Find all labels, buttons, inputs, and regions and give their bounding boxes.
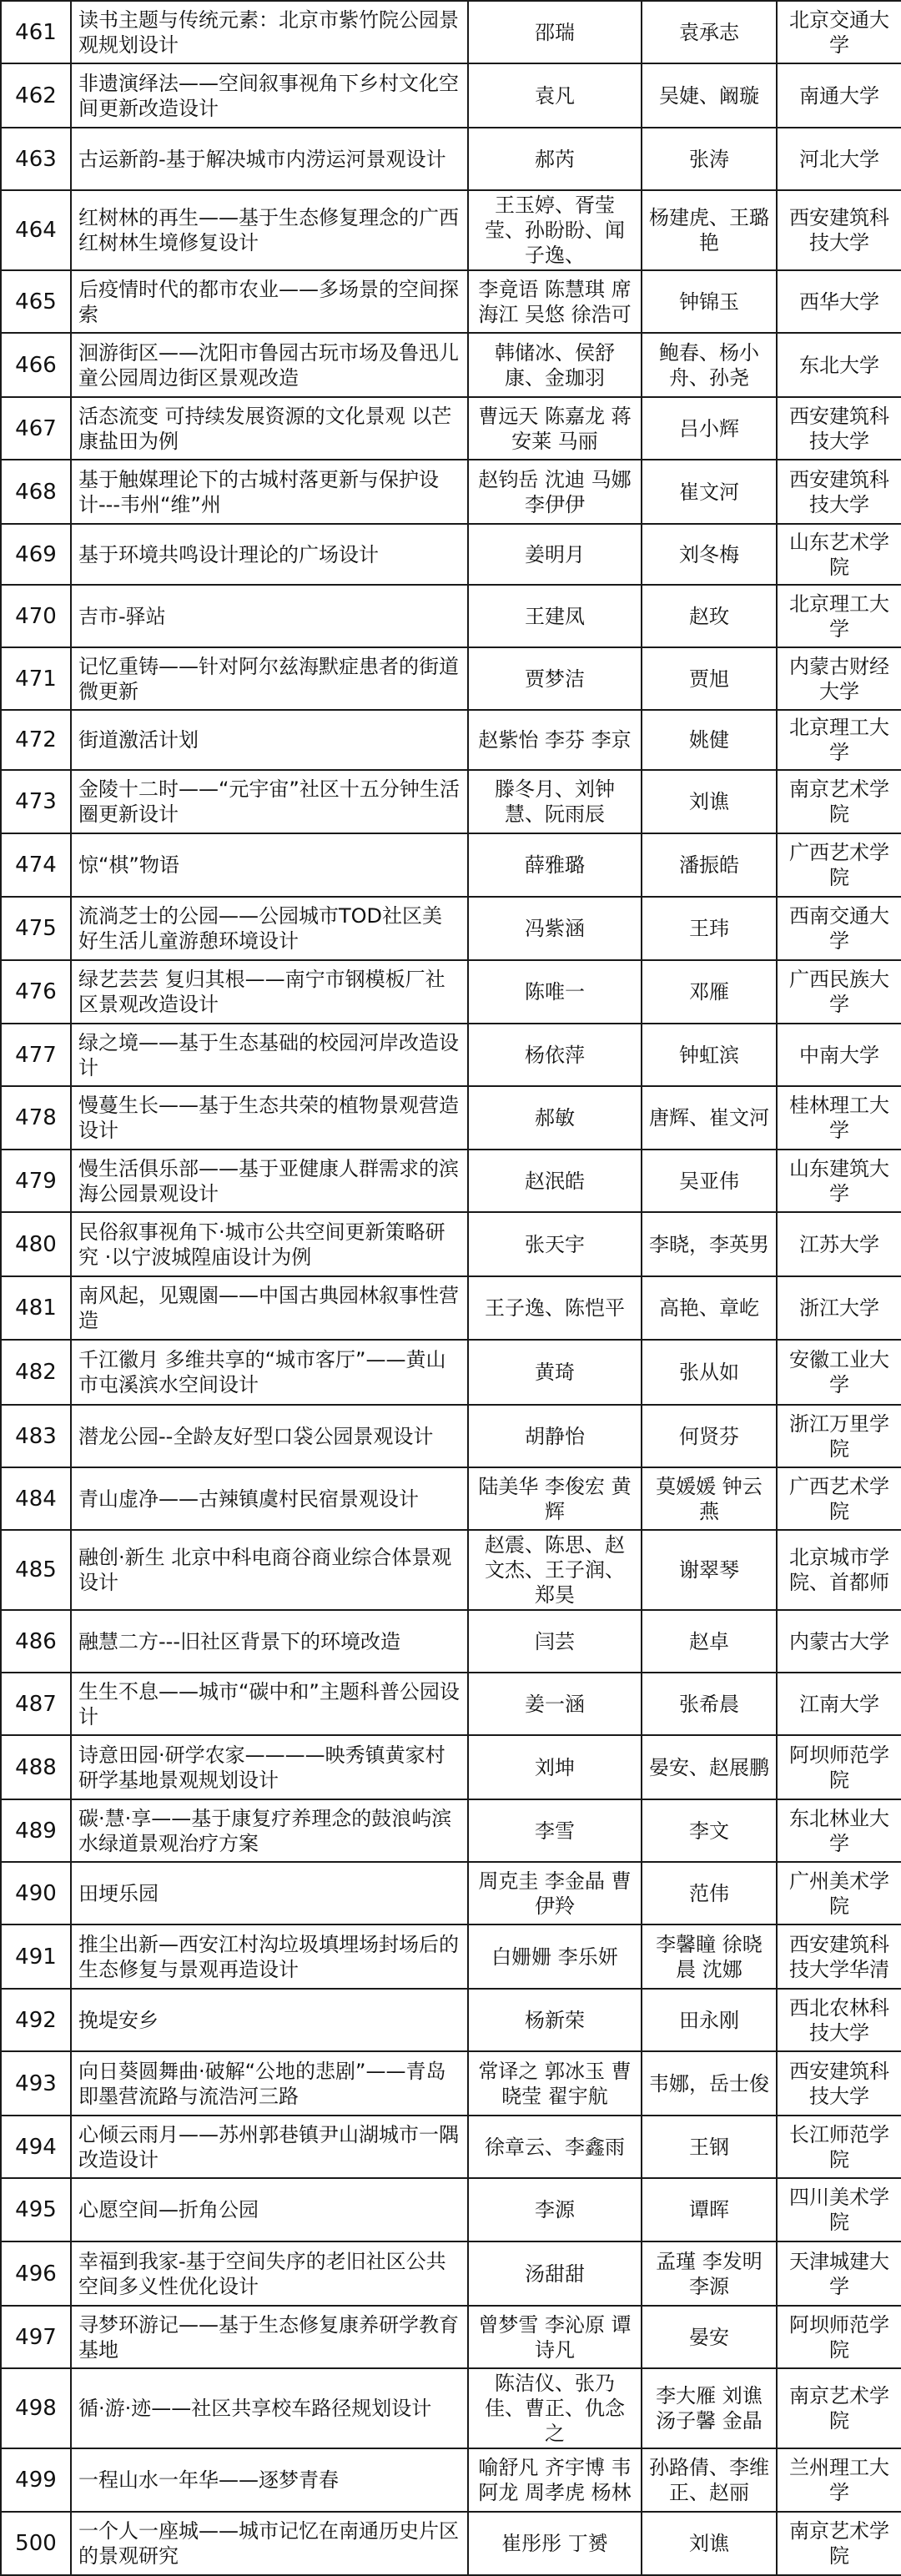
cell-advisors: 邓雁 xyxy=(642,960,777,1024)
table-row xyxy=(1,1150,901,1212)
table-row xyxy=(1,833,901,897)
cell-project-title: 青山虚净——古辣镇虞村民宿景观设计 xyxy=(71,1467,468,1530)
cell-number: 475 xyxy=(1,897,71,960)
table-row xyxy=(1,1405,901,1467)
cell-students: 王建凤 xyxy=(468,585,642,647)
cell-number: 473 xyxy=(1,770,71,833)
cell-advisors: 唐辉、崔文河 xyxy=(642,1086,777,1150)
cell-number: 465 xyxy=(1,270,71,333)
cell-advisors: 张希晨 xyxy=(642,1673,777,1735)
cell-students: 李雪 xyxy=(468,1799,642,1862)
cell-advisors: 何贤芬 xyxy=(642,1405,777,1467)
table-row xyxy=(1,770,901,833)
cell-students: 胡静怡 xyxy=(468,1405,642,1467)
cell-school: 天津城建大学 xyxy=(777,2241,901,2306)
table-row xyxy=(1,2512,901,2575)
cell-students: 黄琦 xyxy=(468,1340,642,1405)
cell-students: 郝敏 xyxy=(468,1086,642,1150)
cell-advisors: 赵卓 xyxy=(642,1610,777,1673)
cell-students: 张天宇 xyxy=(468,1212,642,1276)
cell-number: 495 xyxy=(1,2178,71,2241)
cell-project-title: 洄游街区——沈阳市鲁园古玩市场及鲁迅儿童公园周边街区景观改造 xyxy=(71,333,468,397)
cell-advisors: 刘谯 xyxy=(642,770,777,833)
cell-project-title: 融创·新生 北京中科电商谷商业综合体景观设计 xyxy=(71,1530,468,1610)
cell-project-title: 活态流变 可持续发展资源的文化景观 以芒康盐田为例 xyxy=(71,397,468,460)
table-row xyxy=(1,1086,901,1150)
cell-project-title: 诗意田园·研学农家————映秀镇黄家村研学基地景观规划设计 xyxy=(71,1735,468,1799)
cell-number: 464 xyxy=(1,190,71,270)
cell-number: 483 xyxy=(1,1405,71,1467)
table-row xyxy=(1,1212,901,1276)
cell-students: 赵钧岳 沈迪 马娜 李伊伊 xyxy=(468,460,642,524)
cell-students: 曹远天 陈嘉龙 蒋安莱 马丽 xyxy=(468,397,642,460)
cell-students: 喻舒凡 齐宇博 韦阿龙 周孝虎 杨林 xyxy=(468,2448,642,2512)
cell-school: 西南交通大学 xyxy=(777,897,901,960)
cell-advisors: 晏安 xyxy=(642,2306,777,2368)
cell-students: 赵紫怡 李芬 李京 xyxy=(468,710,642,770)
cell-advisors: 谭晖 xyxy=(642,2178,777,2241)
cell-project-title: 记忆重铸——针对阿尔兹海默症患者的街道微更新 xyxy=(71,647,468,710)
cell-students: 薛雅璐 xyxy=(468,833,642,897)
cell-number: 481 xyxy=(1,1276,71,1340)
cell-project-title: 基于环境共鸣设计理论的广场设计 xyxy=(71,524,468,585)
cell-school: 东北大学 xyxy=(777,333,901,397)
cell-advisors: 韦娜，岳士俊 xyxy=(642,2051,777,2116)
cell-project-title: 非遗演绎法——空间叙事视角下乡村文化空间更新改造设计 xyxy=(71,63,468,128)
cell-school: 阿坝师范学院 xyxy=(777,1735,901,1799)
cell-students: 曾梦雪 李沁原 谭诗凡 xyxy=(468,2306,642,2368)
cell-project-title: 千江徽月 多维共享的“城市客厅”——黄山市屯溪滨水空间设计 xyxy=(71,1340,468,1405)
cell-school: 浙江万里学院 xyxy=(777,1405,901,1467)
cell-advisors: 孙路倩、李维正、赵丽 xyxy=(642,2448,777,2512)
cell-number: 496 xyxy=(1,2241,71,2306)
cell-project-title: 田埂乐园 xyxy=(71,1862,468,1924)
cell-students: 李源 xyxy=(468,2178,642,2241)
table-row xyxy=(1,710,901,770)
cell-number: 469 xyxy=(1,524,71,585)
cell-school: 北京交通大学 xyxy=(777,1,901,63)
table-row xyxy=(1,897,901,960)
cell-school: 西华大学 xyxy=(777,270,901,333)
cell-project-title: 寻梦环游记——基于生态修复康养研学教育基地 xyxy=(71,2306,468,2368)
table-row xyxy=(1,647,901,710)
cell-advisors: 杨建虎、王璐艳 xyxy=(642,190,777,270)
cell-school: 北京理工大学 xyxy=(777,585,901,647)
cell-number: 487 xyxy=(1,1673,71,1735)
cell-students: 白姗姗 李乐妍 xyxy=(468,1924,642,1989)
cell-project-title: 心愿空间—折角公园 xyxy=(71,2178,468,2241)
table-row xyxy=(1,1735,901,1799)
cell-number: 471 xyxy=(1,647,71,710)
cell-students: 徐章云、李鑫雨 xyxy=(468,2116,642,2178)
cell-project-title: 心倾云雨月——苏州郭巷镇尹山湖城市一隅改造设计 xyxy=(71,2116,468,2178)
cell-school: 内蒙古大学 xyxy=(777,1610,901,1673)
cell-school: 东北林业大学 xyxy=(777,1799,901,1862)
cell-students: 王子逸、陈恺平 xyxy=(468,1276,642,1340)
cell-advisors: 李馨瞳 徐晓晨 沈娜 xyxy=(642,1924,777,1989)
cell-project-title: 慢生活俱乐部——基于亚健康人群需求的滨海公园景观设计 xyxy=(71,1150,468,1212)
cell-number: 479 xyxy=(1,1150,71,1212)
cell-school: 四川美术学院 xyxy=(777,2178,901,2241)
cell-students: 王玉婷、胥莹莹、孙盼盼、闻子逸、 xyxy=(468,190,642,270)
cell-number: 472 xyxy=(1,710,71,770)
cell-school: 阿坝师范学院 xyxy=(777,2306,901,2368)
table-row xyxy=(1,1467,901,1530)
cell-advisors: 田永刚 xyxy=(642,1989,777,2051)
cell-students: 姜一涵 xyxy=(468,1673,642,1735)
cell-number: 461 xyxy=(1,1,71,63)
cell-advisors: 高艳、章屹 xyxy=(642,1276,777,1340)
cell-project-title: 惊“棋”物语 xyxy=(71,833,468,897)
cell-project-title: 一个人一座城——城市记忆在南通历史片区的景观研究 xyxy=(71,2512,468,2575)
cell-number: 463 xyxy=(1,128,71,190)
cell-school: 河北大学 xyxy=(777,128,901,190)
cell-project-title: 后疫情时代的都市农业——多场景的空间探索 xyxy=(71,270,468,333)
cell-advisors: 王玮 xyxy=(642,897,777,960)
cell-students: 郝芮 xyxy=(468,128,642,190)
cell-school: 山东建筑大学 xyxy=(777,1150,901,1212)
cell-advisors: 潘振皓 xyxy=(642,833,777,897)
cell-project-title: 幸福到我家-基于空间失序的老旧社区公共空间多义性优化设计 xyxy=(71,2241,468,2306)
cell-number: 486 xyxy=(1,1610,71,1673)
cell-advisors: 李大雁 刘谯 汤子馨 金晶 xyxy=(642,2368,777,2448)
table-row xyxy=(1,2051,901,2116)
cell-advisors: 谢翠琴 xyxy=(642,1530,777,1610)
cell-school: 北京理工大学 xyxy=(777,710,901,770)
cell-advisors: 李晓，李英男 xyxy=(642,1212,777,1276)
cell-school: 江南大学 xyxy=(777,1673,901,1735)
cell-students: 崔彤彤 丁赟 xyxy=(468,2512,642,2575)
cell-number: 468 xyxy=(1,460,71,524)
cell-students: 邵瑞 xyxy=(468,1,642,63)
cell-project-title: 循·游·迹——社区共享校车路径规划设计 xyxy=(71,2368,468,2448)
cell-advisors: 钟虹滨 xyxy=(642,1024,777,1086)
cell-project-title: 红树林的再生——基于生态修复理念的广西红树林生境修复设计 xyxy=(71,190,468,270)
cell-school: 中南大学 xyxy=(777,1024,901,1086)
cell-school: 西北农林科技大学 xyxy=(777,1989,901,2051)
cell-number: 497 xyxy=(1,2306,71,2368)
cell-advisors: 范伟 xyxy=(642,1862,777,1924)
cell-number: 500 xyxy=(1,2512,71,2575)
cell-advisors: 钟锦玉 xyxy=(642,270,777,333)
cell-project-title: 流淌芝士的公园——公园城市TOD社区美好生活儿童游憩环境设计 xyxy=(71,897,468,960)
cell-school: 南京艺术学院 xyxy=(777,2368,901,2448)
table-row xyxy=(1,460,901,524)
cell-advisors: 张从如 xyxy=(642,1340,777,1405)
cell-number: 477 xyxy=(1,1024,71,1086)
cell-students: 陆美华 李俊宏 黄辉 xyxy=(468,1467,642,1530)
cell-number: 480 xyxy=(1,1212,71,1276)
table-row xyxy=(1,585,901,647)
cell-number: 478 xyxy=(1,1086,71,1150)
table-row xyxy=(1,333,901,397)
cell-students: 冯紫涵 xyxy=(468,897,642,960)
cell-number: 498 xyxy=(1,2368,71,2448)
cell-school: 西安建筑科技大学 xyxy=(777,397,901,460)
cell-students: 刘坤 xyxy=(468,1735,642,1799)
cell-students: 周克圭 李金晶 曹伊羚 xyxy=(468,1862,642,1924)
cell-students: 韩储冰、侯舒康、金珈羽 xyxy=(468,333,642,397)
table-row xyxy=(1,63,901,128)
cell-school: 南京艺术学院 xyxy=(777,2512,901,2575)
cell-advisors: 鲍春、杨小舟、孙尧 xyxy=(642,333,777,397)
cell-number: 493 xyxy=(1,2051,71,2116)
cell-project-title: 绿艺芸芸 复归其根——南宁市钢模板厂社区景观改造设计 xyxy=(71,960,468,1024)
table-row xyxy=(1,1024,901,1086)
cell-school: 西安建筑科技大学 xyxy=(777,2051,901,2116)
cell-school: 江苏大学 xyxy=(777,1212,901,1276)
cell-school: 安徽工业大学 xyxy=(777,1340,901,1405)
table-row xyxy=(1,1,901,63)
cell-advisors: 李文 xyxy=(642,1799,777,1862)
cell-school: 南通大学 xyxy=(777,63,901,128)
table-row xyxy=(1,397,901,460)
cell-school: 桂林理工大学 xyxy=(777,1086,901,1150)
table-row xyxy=(1,1530,901,1610)
cell-project-title: 街道激活计划 xyxy=(71,710,468,770)
table-row xyxy=(1,524,901,585)
cell-students: 赵泯皓 xyxy=(468,1150,642,1212)
table-row xyxy=(1,2178,901,2241)
cell-number: 499 xyxy=(1,2448,71,2512)
award-table-body xyxy=(1,1,901,2575)
cell-number: 485 xyxy=(1,1530,71,1610)
cell-project-title: 读书主题与传统元素：北京市紫竹院公园景观规划设计 xyxy=(71,1,468,63)
cell-school: 西安建筑科技大学华清 xyxy=(777,1924,901,1989)
cell-school: 北京城市学院、首都师 xyxy=(777,1530,901,1610)
cell-advisors: 张涛 xyxy=(642,128,777,190)
cell-number: 488 xyxy=(1,1735,71,1799)
cell-number: 467 xyxy=(1,397,71,460)
cell-project-title: 挽堤安乡 xyxy=(71,1989,468,2051)
cell-project-title: 生生不息——城市“碳中和”主题科普公园设计 xyxy=(71,1673,468,1735)
cell-number: 470 xyxy=(1,585,71,647)
cell-students: 姜明月 xyxy=(468,524,642,585)
cell-project-title: 绿之境——基于生态基础的校园河岸改造设计 xyxy=(71,1024,468,1086)
cell-project-title: 吉市-驿站 xyxy=(71,585,468,647)
cell-advisors: 赵玫 xyxy=(642,585,777,647)
cell-school: 广西艺术学院 xyxy=(777,1467,901,1530)
cell-school: 广西民族大学 xyxy=(777,960,901,1024)
table-row xyxy=(1,1862,901,1924)
cell-advisors: 袁承志 xyxy=(642,1,777,63)
cell-school: 内蒙古财经大学 xyxy=(777,647,901,710)
cell-students: 赵震、陈思、赵文杰、王子润、郑昊 xyxy=(468,1530,642,1610)
cell-school: 兰州理工大学 xyxy=(777,2448,901,2512)
cell-number: 462 xyxy=(1,63,71,128)
cell-advisors: 崔文河 xyxy=(642,460,777,524)
table-row xyxy=(1,1340,901,1405)
cell-students: 陈唯一 xyxy=(468,960,642,1024)
cell-number: 482 xyxy=(1,1340,71,1405)
cell-students: 贾梦洁 xyxy=(468,647,642,710)
cell-students: 李竟语 陈慧琪 席海江 吴悠 徐浩可 xyxy=(468,270,642,333)
cell-number: 492 xyxy=(1,1989,71,2051)
cell-advisors: 刘谯 xyxy=(642,2512,777,2575)
cell-school: 南京艺术学院 xyxy=(777,770,901,833)
table-row xyxy=(1,2368,901,2448)
cell-advisors: 吕小辉 xyxy=(642,397,777,460)
cell-project-title: 南风起，见覭園——中国古典园林叙事性营造 xyxy=(71,1276,468,1340)
cell-advisors: 刘冬梅 xyxy=(642,524,777,585)
cell-advisors: 莫媛媛 钟云燕 xyxy=(642,1467,777,1530)
table-row xyxy=(1,2116,901,2178)
table-row xyxy=(1,1989,901,2051)
table-row xyxy=(1,2448,901,2512)
cell-project-title: 慢蔓生长——基于生态共荣的植物景观营造设计 xyxy=(71,1086,468,1150)
cell-advisors: 吴亚伟 xyxy=(642,1150,777,1212)
table-row xyxy=(1,2241,901,2306)
cell-project-title: 碳·慧·享——基于康复疗养理念的鼓浪屿滨水绿道景观治疗方案 xyxy=(71,1799,468,1862)
cell-number: 490 xyxy=(1,1862,71,1924)
table-row xyxy=(1,1610,901,1673)
cell-number: 494 xyxy=(1,2116,71,2178)
cell-project-title: 古运新韵-基于解决城市内涝运河景观设计 xyxy=(71,128,468,190)
cell-students: 杨依萍 xyxy=(468,1024,642,1086)
cell-project-title: 一程山水一年华——逐梦青春 xyxy=(71,2448,468,2512)
cell-students: 常译之 郭冰玉 曹晓莹 翟宇航 xyxy=(468,2051,642,2116)
cell-school: 长江师范学院 xyxy=(777,2116,901,2178)
table-row xyxy=(1,1924,901,1989)
table-row xyxy=(1,190,901,270)
cell-school: 西安建筑科技大学 xyxy=(777,460,901,524)
cell-students: 汤甜甜 xyxy=(468,2241,642,2306)
cell-students: 闫芸 xyxy=(468,1610,642,1673)
cell-advisors: 姚健 xyxy=(642,710,777,770)
cell-advisors: 王钢 xyxy=(642,2116,777,2178)
table-row xyxy=(1,128,901,190)
cell-number: 474 xyxy=(1,833,71,897)
cell-number: 476 xyxy=(1,960,71,1024)
cell-project-title: 向日葵圆舞曲·破解“公地的悲剧”——青岛即墨营流路与流浩河三路 xyxy=(71,2051,468,2116)
cell-school: 浙江大学 xyxy=(777,1276,901,1340)
cell-students: 滕冬月、刘钟慧、阮雨辰 xyxy=(468,770,642,833)
cell-advisors: 吴婕、阚璇 xyxy=(642,63,777,128)
cell-school: 广州美术学院 xyxy=(777,1862,901,1924)
table-row xyxy=(1,1276,901,1340)
table-row xyxy=(1,960,901,1024)
cell-project-title: 民俗叙事视角下·城市公共空间更新策略研究 ·以宁波城隍庙设计为例 xyxy=(71,1212,468,1276)
cell-number: 489 xyxy=(1,1799,71,1862)
cell-number: 466 xyxy=(1,333,71,397)
cell-students: 杨新荣 xyxy=(468,1989,642,2051)
table-row xyxy=(1,1799,901,1862)
cell-project-title: 基于触媒理论下的古城村落更新与保护设计---韦州“维”州 xyxy=(71,460,468,524)
cell-project-title: 金陵十二时——“元宇宙”社区十五分钟生活圈更新设计 xyxy=(71,770,468,833)
cell-project-title: 推尘出新—西安江村沟垃圾填埋场封场后的生态修复与景观再造设计 xyxy=(71,1924,468,1989)
table-row xyxy=(1,270,901,333)
cell-number: 484 xyxy=(1,1467,71,1530)
table-row xyxy=(1,2306,901,2368)
cell-number: 491 xyxy=(1,1924,71,1989)
cell-school: 广西艺术学院 xyxy=(777,833,901,897)
cell-project-title: 潜龙公园--全龄友好型口袋公园景观设计 xyxy=(71,1405,468,1467)
cell-advisors: 孟瑾 李发明 李源 xyxy=(642,2241,777,2306)
cell-advisors: 贾旭 xyxy=(642,647,777,710)
cell-project-title: 融慧二方---旧社区背景下的环境改造 xyxy=(71,1610,468,1673)
cell-school: 山东艺术学院 xyxy=(777,524,901,585)
table-row xyxy=(1,1673,901,1735)
cell-school: 西安建筑科技大学 xyxy=(777,190,901,270)
cell-students: 袁凡 xyxy=(468,63,642,128)
cell-advisors: 晏安、赵展鹏 xyxy=(642,1735,777,1799)
cell-students: 陈洁仪、张乃佳、曹正、仇念之 xyxy=(468,2368,642,2448)
